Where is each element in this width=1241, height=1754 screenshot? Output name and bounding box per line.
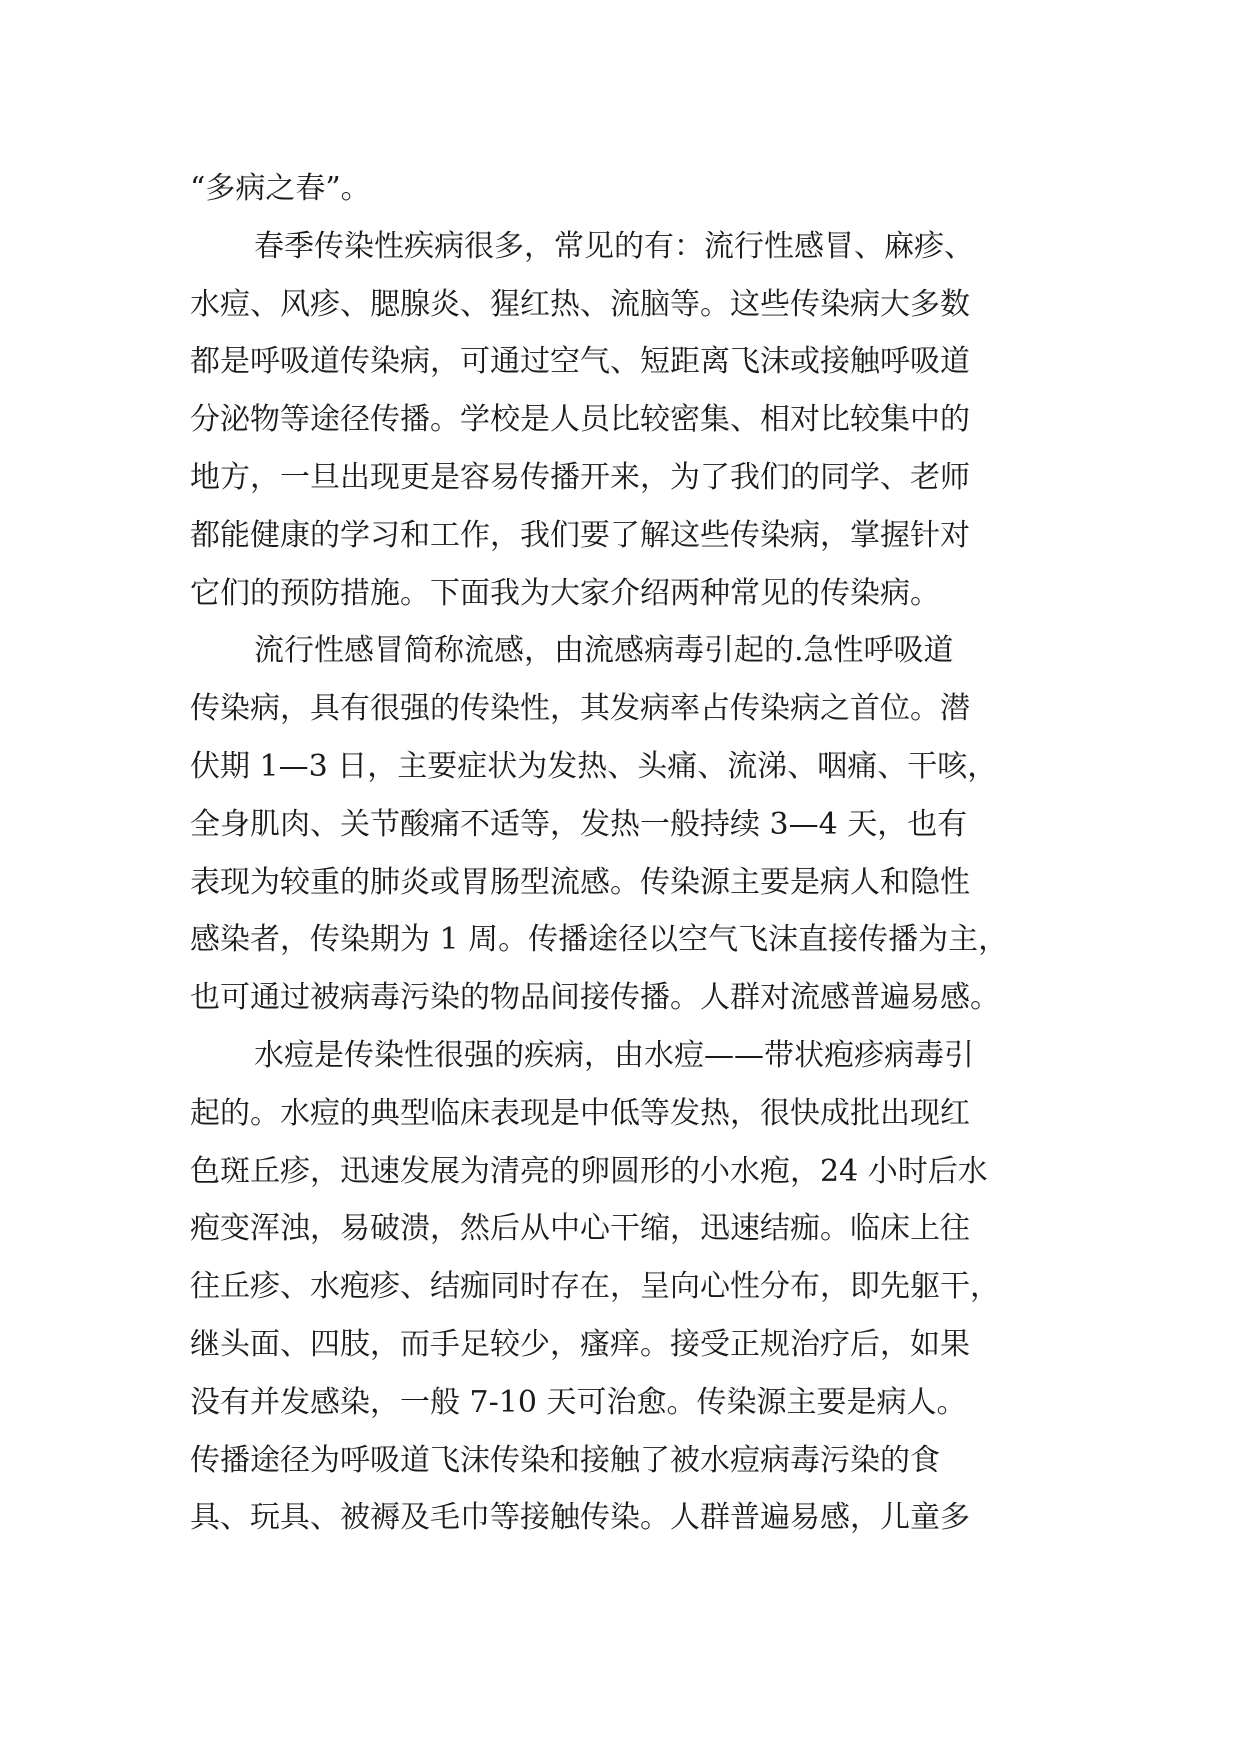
text-line: 色斑丘疹，迅速发展为清亮的卵圆形的小水疱，24 小时后水 bbox=[190, 1153, 988, 1189]
paragraph-first-line: 春季传染性疾病很多，常见的有：流行性感冒、麻疹、 bbox=[254, 228, 974, 264]
text-line: 具、玩具、被褥及毛巾等接触传染。人群普遍易感，儿童多 bbox=[190, 1500, 970, 1536]
text-line: 没有并发感染，一般 7-10 天可治愈。传染源主要是病人。 bbox=[190, 1384, 967, 1420]
document-body bbox=[190, 160, 1070, 1547]
text-line: 它们的预防措施。下面我为大家介绍两种常见的传染病。 bbox=[190, 575, 940, 611]
text-line: 疱变浑浊，易破溃，然后从中心干缩，迅速结痂。临床上往 bbox=[190, 1211, 970, 1247]
text-line: 起的。水痘的典型临床表现是中低等发热，很快成批出现红 bbox=[190, 1095, 970, 1131]
text-line: 都是呼吸道传染病，可通过空气、短距离飞沫或接触呼吸道 bbox=[190, 344, 970, 380]
text-line: 分泌物等途径传播。学校是人员比较密集、相对比较集中的 bbox=[190, 402, 970, 438]
text-line: 全身肌肉、关节酸痛不适等，发热一般持续 3—4 天，也有 bbox=[190, 806, 968, 842]
text-line: 表现为较重的肺炎或胃肠型流感。传染源主要是病人和隐性 bbox=[190, 864, 970, 900]
text-line: 水痘、风疹、腮腺炎、猩红热、流脑等。这些传染病大多数 bbox=[190, 286, 970, 322]
text-line: 感染者，传染期为 1 周。传播途径以空气飞沫直接传播为主， bbox=[190, 922, 1009, 958]
paragraph-first-line: 水痘是传染性很强的疾病，由水痘——带状疱疹病毒引 bbox=[254, 1037, 974, 1073]
text-line: 传播途径为呼吸道飞沫传染和接触了被水痘病毒污染的食 bbox=[190, 1442, 940, 1478]
text-line: 继头面、四肢，而手足较少，瘙痒。接受正规治疗后，如果 bbox=[190, 1326, 970, 1362]
text-line: 往丘疹、水疱疹、结痂同时存在，呈向心性分布，即先躯干， bbox=[190, 1269, 1000, 1305]
text-line: 地方，一旦出现更是容易传播开来，为了我们的同学、老师 bbox=[190, 459, 970, 495]
text-line: 伏期 1—3 日，主要症状为发热、头痛、流涕、咽痛、干咳， bbox=[190, 748, 998, 784]
text-line: 也可通过被病毒污染的物品间接传播。人群对流感普遍易感。 bbox=[190, 980, 1000, 1016]
text-line: “多病之春”。 bbox=[190, 171, 371, 206]
text-line: 都能健康的学习和工作，我们要了解这些传染病，掌握针对 bbox=[190, 517, 970, 553]
paragraph-first-line: 流行性感冒简称流感，由流感病毒引起的.急性呼吸道 bbox=[254, 633, 954, 669]
text-line: 传染病，具有很强的传染性，其发病率占传染病之首位。潜 bbox=[190, 691, 970, 727]
